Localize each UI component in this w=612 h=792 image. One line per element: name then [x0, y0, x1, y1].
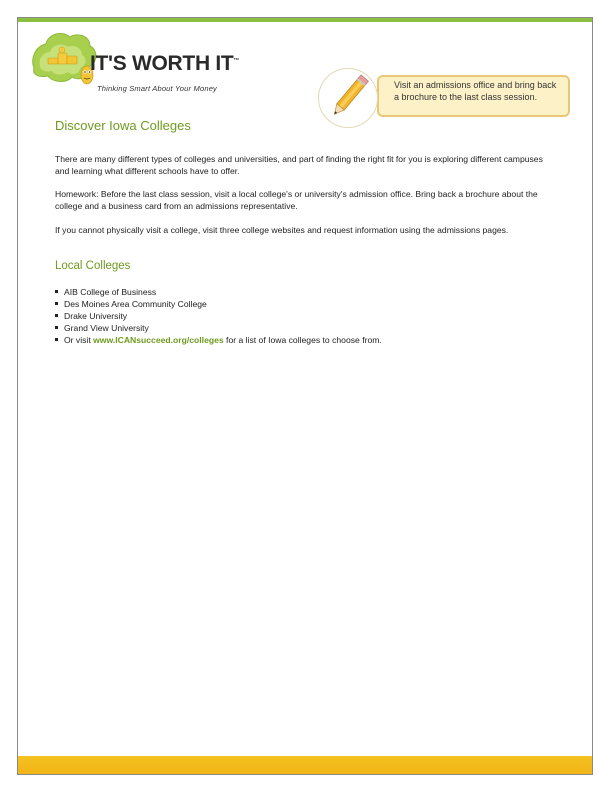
bottom-accent-bar: [18, 756, 592, 774]
intro-paragraph: There are many different types of colleges and universities, and part of finding the right fit for you is exploring different campuses and learning what different schools have to offer.: [55, 154, 543, 176]
list-item: Grand View University: [55, 322, 382, 334]
alternative-paragraph: If you cannot physically visit a college, visit three college websites and request information using the admissions pages.: [55, 225, 509, 235]
list-item: Des Moines Area Community College: [55, 298, 382, 310]
logo-tagline: Thinking Smart About Your Money: [97, 84, 218, 93]
pencil-badge: [318, 68, 378, 128]
colleges-website-link[interactable]: www.ICANsucceed.org/colleges: [93, 335, 224, 345]
colleges-list: [55, 286, 382, 346]
list-item: Drake University: [55, 310, 382, 322]
homework-paragraph: Homework: Before the last class session, visit a local college's or university's admission office. Bring back a brochure about the college and a business card from an admissions representative.: [55, 189, 538, 211]
pencil-icon: [319, 69, 377, 127]
local-colleges-heading: Local Colleges: [55, 260, 131, 272]
list-item: Or visit www.ICANsucceed.org/colleges for a list of Iowa colleges to choose from.: [55, 334, 382, 346]
tip-text: Visit an admissions office and bring back a brochure to the last class session.: [394, 80, 557, 102]
list-item: AIB College of Business: [55, 286, 382, 298]
logo-wordmark: IT'S WORTH IT™: [90, 52, 240, 75]
top-accent-bar: [18, 18, 592, 22]
page-title: Discover Iowa Colleges: [55, 118, 191, 133]
